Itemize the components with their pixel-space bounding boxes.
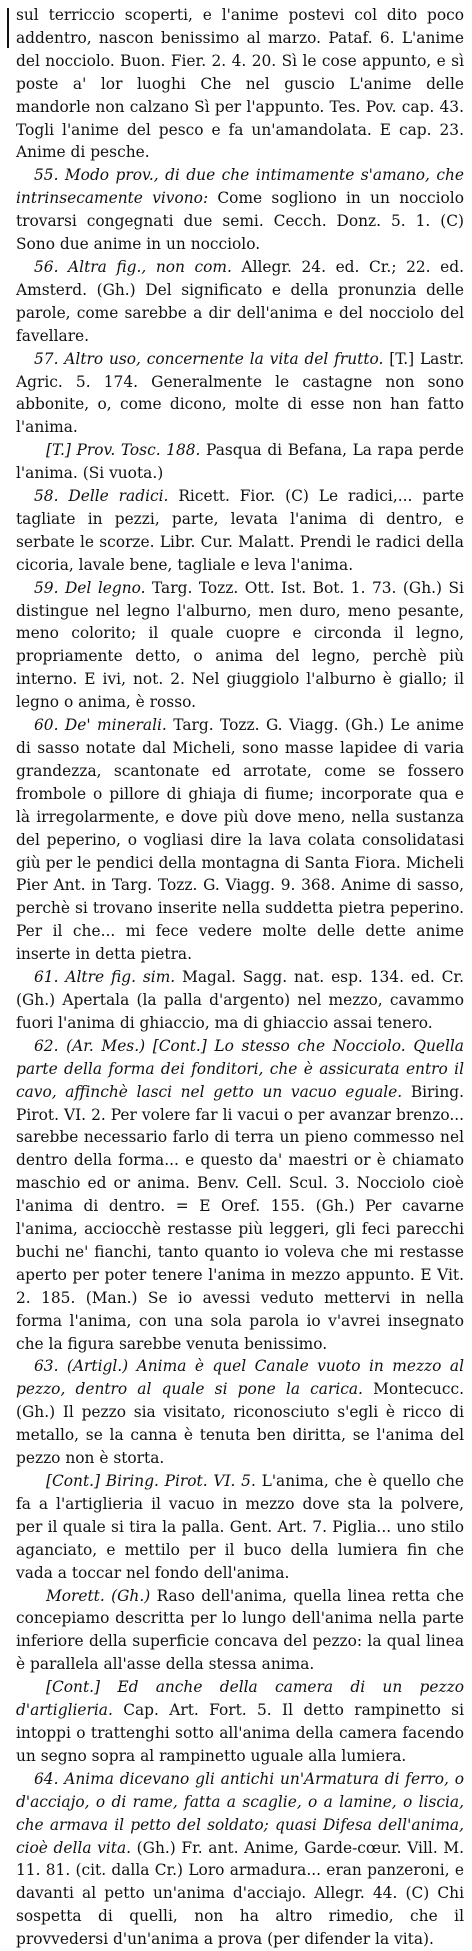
entry-paragraph (16, 1768, 464, 1951)
paragraph-text: (Gh.) Fr. ant. Anime, Garde-cœur. Vill. M. 11. 81. (cit. dalla Cr.) Loro armadura... eran panzeroni, e davanti al petto un'anima d'acciajo. Allegr. 44. (C) Chi sospetta di quelli, non ha altro rimedio, che il provvedersi d'un'anima a prova (per difender la vita). (16, 1838, 464, 1949)
entry-paragraph (16, 966, 464, 1035)
paragraph-lead: 58. Delle radici. (34, 487, 169, 506)
entry-body (16, 4, 464, 1951)
paragraph-text: Come sogliono in un nocciolo trovarsi congegnati due semi. Cecch. Donz. 5. 1. (C) Sono due anime in un nocciolo. (16, 189, 464, 254)
paragraph-text: Magal. Sagg. nat. esp. 134. ed. Cr. (Gh.) Apertala (la palla d'argento) nel mezzo, cavammo fuori l'anima di ghiaccio, ma di ghiaccio assai tenero. (16, 968, 464, 1032)
entry-paragraph (16, 577, 464, 714)
entry-paragraph (16, 1355, 464, 1470)
paragraph-lead: 60. De' minerali. (34, 716, 167, 735)
paragraph-lead: Morett. (Gh.) (46, 1586, 151, 1605)
paragraph-text: Pataf. 6. L'anime del nocciolo. Buon. Fier. 2. 4. 20. Sì le cose appunto, e sì poste a' lor luoghi Che nel guscio L'anime delle mandorle non calzano Sì per l'appunto. Tes. Pov. cap. 43. Togli l'anime del pesco e fa un'amandolata. E cap. 23. Anime di pesche. (16, 28, 464, 162)
paragraph-text: Ricett. Fior. (C) Le radici,... parte tagliate in pezzi, parte, levata l'anima di dentro, e serbate le scorze. Libr. Cur. Malatt. Prendi le radici della cicoria, lavale bene, tagliale e leva l'anima. (16, 487, 464, 574)
paragraph-text: Montecucc. (Gh.) Il pezzo sia visitato, riconosciuto s'egli è ricco di metallo, se la canna è tenuta ben diritta, se l'anima del pezzo non è storta. (16, 1380, 464, 1468)
entry-paragraph (16, 1470, 464, 1585)
paragraph-lead: 59. Del legno. (34, 578, 146, 597)
entry-paragraph (16, 1585, 464, 1677)
paragraph-lead: 61. Altre fig. sim. (34, 968, 176, 987)
entry-paragraph (16, 714, 464, 966)
paragraph-text: Raso dell'anima, quella linea retta che concepiamo descritta per lo lungo dell'anima nella parte inferiore della superficie concava del pezzo: la qual linea è parallela all'asse della stessa anima. (16, 1586, 464, 1674)
paragraph-lead: 56. Altra fig., non com. (34, 257, 232, 276)
paragraph-lead: 63. (Artigl.) Anima è quel Canale vuoto in mezzo al pezzo, dentro al quale si pone la carica. (16, 1357, 464, 1399)
margin-rule (7, 8, 9, 48)
paragraph-text: Cap. Art. Fort. 5. Il detto rampinetto si intoppi o trattenghi sotto all'anima della camera facendo un segno sopra al rampinetto uguale alla lumiera. (16, 1701, 464, 1765)
entry-paragraph (16, 256, 464, 348)
paragraph-text: L'anima, che è quello che fa a l'artiglieria il vacuo in mezzo dove sta la polvere, per il quale si tira la palla. Gent. Art. 7. Piglia... uno stilo aganciato, e mettilo per il buco della lumiera fin che vada a toccar nel fondo dell'anima. (16, 1472, 464, 1582)
entry-paragraph (16, 439, 464, 485)
paragraph-text: Allegr. 24. ed. Cr.; 22. ed. Amsterd. (Gh.) Del significato e della pronunzia delle parole, come sarebbe a dir dell'anima e del nocciolo del favellare. (16, 257, 464, 345)
paragraph-lead: [Cont.] Ed anche della camera di un pezzo d'artiglieria. (16, 1678, 464, 1720)
paragraph-text: Targ. Tozz. G. Viagg. (Gh.) Le anime di sasso notate dal Micheli, sono masse lapidee di varia grandezza, scantonate ed arrotate, come se fossero frombole o pillore di ghiaja di fiume; incorporate qua e là irregolarmente, e dove più dove meno, nella sustanza del peperino, o vogliasi dire la lava colata consolidatasi giù per le pendici della montagna di Santa Fiora. Micheli Pier Ant. in Targ. Tozz. G. Viagg. 9. 368. Anime di sasso, perchè si trovano inserite nella suddetta pietra peperino. Per il che... mi fece vedere molte delle dette anime inserte in detta pietra. (16, 716, 464, 964)
entry-paragraph (16, 1676, 464, 1768)
paragraph-lead: 55. Modo prov., di due che intimamente s'amano, che intrinsecamente vivono: (16, 166, 464, 208)
paragraph-lead: [T.] Prov. Tosc. 188. (46, 441, 201, 460)
paragraph-lead: 64. Anima dicevano gli antichi un'Armatura di ferro, o d'acciajo, o di rame, fatta a scaglie, o a lamine, o liscia, che armava il petto del soldato; quasi Difesa dell'anima, cioè della vita. (16, 1769, 464, 1857)
entry-paragraph (16, 485, 464, 577)
entry-paragraph (16, 164, 464, 256)
paragraph-lead: [Cont.] Biring. Pirot. VI. 5. (46, 1472, 256, 1490)
paragraph-text: Pasqua di Befana, La rapa perde l'anima. (Si vuota.) (16, 441, 464, 483)
paragraph-text: Biring. Pirot. VI. 2. Per volere far li vacui o per avanzar brenzo... sarebbe necessario farlo di terra un pieno commesso nel dentro della forma... e questo da' maestri or è chiamato maschio ed or anima. Benv. Cell. Scul. 3. Nocciolo cioè l'anima di dentro. = E Oref. 155. (Gh.) Per cavarne l'anima, acciocchè restasse più leggeri, gli feci parecchi buchi ne' fianchi, tanto quanto io voleva che mi restasse aperto per poter tenere l'anima in mezzo appunto. E Vit. 2. 185. (Man.) Se io avessi veduto mettervi in nella forma l'anima, con una sola parola io v'avrei insegnato che la figura sarebbe venuta benissimo. (16, 1082, 464, 1353)
paragraph-lead: sul terriccio scoperti, e l'anime postevi col dito poco addentro, nascon benissimo al marzo. (16, 6, 464, 47)
entry-paragraph (16, 348, 464, 440)
paragraph-lead: 62. (Ar. Mes.) [Cont.] Lo stesso che Nocciolo. Quella parte della forma dei fonditori, che è assicurata entro il cavo, affinchè lasci nel getto un vacuo eguale. (16, 1036, 464, 1101)
entry-paragraph (16, 4, 464, 164)
paragraph-text: Targ. Tozz. Ott. Ist. Bot. 1. 73. (Gh.) Si distingue nel legno l'alburno, men duro, meno pesante, meno colorito; il quale cuopre e circonda il legno, propriamente detto, o anima del legno, perchè più interno. E ivi, not. 2. Nel giuggiolo l'alburno è giallo; il legno o anima, è rosso. (16, 578, 464, 712)
entry-paragraph (16, 1035, 464, 1356)
paragraph-lead: 57. Altro uso, concernente la vita del frutto. (34, 349, 384, 368)
paragraph-text: [T.] Lastr. Agric. 5. 174. Generalmente le castagne non sono abbonite, o, come dicono, molte di esse non han fatto l'anima. (16, 349, 464, 437)
